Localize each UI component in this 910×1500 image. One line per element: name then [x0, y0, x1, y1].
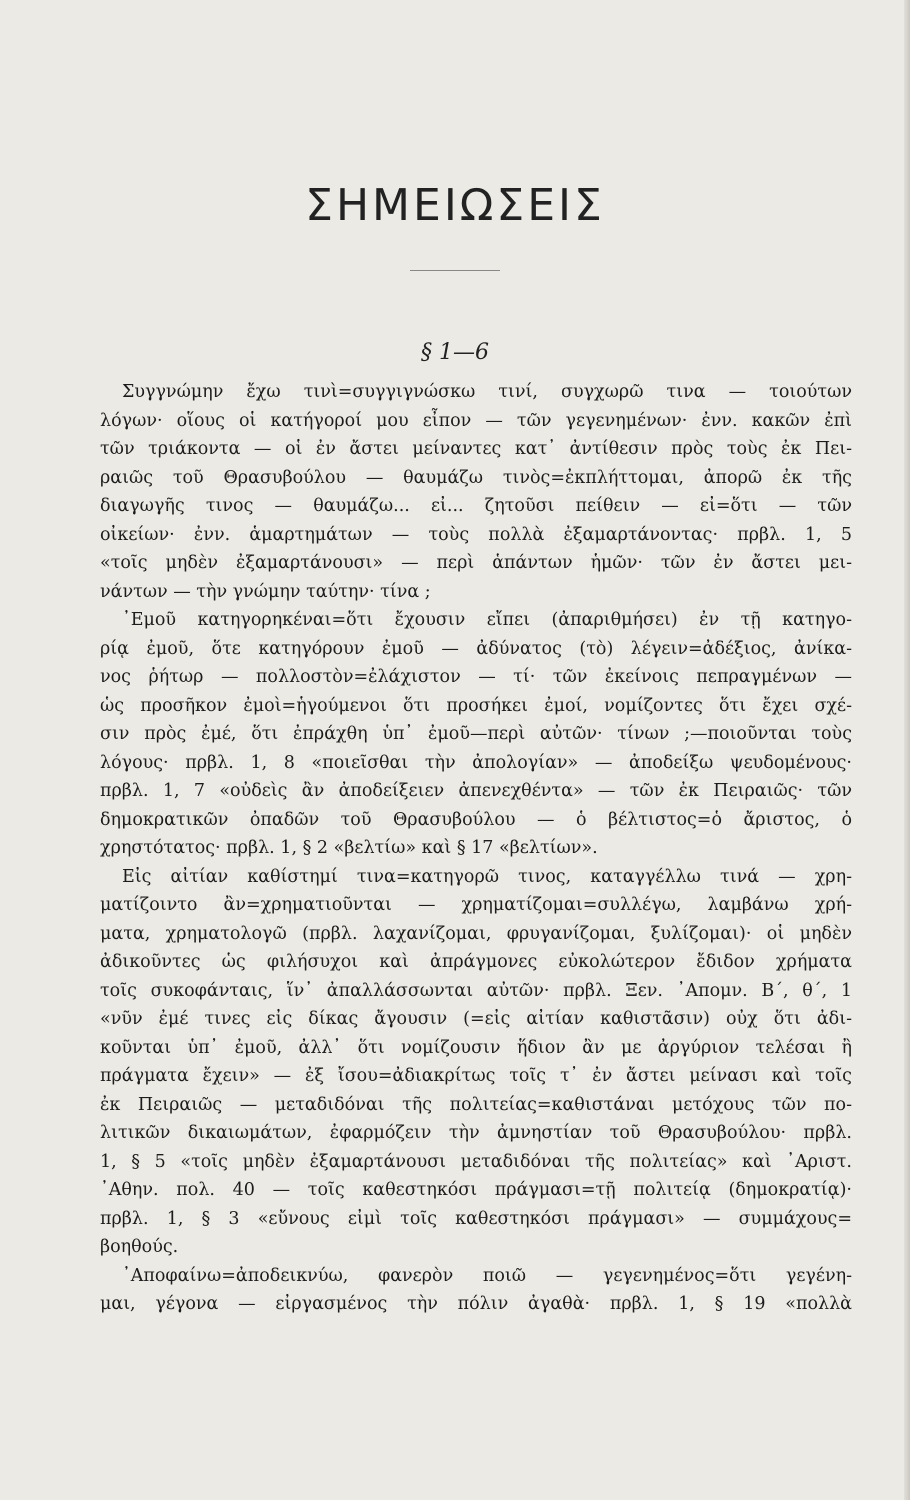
text-line: τῶν τριάκοντα — οἱ ἐν ἄστει μείναντες κατ᾽ ἀντίθεσιν πρὸς τοὺς ἐκ Πει- — [100, 439, 852, 459]
text-line: ἐκ Πειραιῶς — μεταδιδόναι τῆς πολιτείας=καθιστάναι μετόχους τῶν πο- — [100, 1094, 852, 1115]
text-line: ᾿Αποφαίνω=ἀποδεικνύω, φανερὸν ποιῶ — γεγενημένος=ὅτι γεγένη- — [122, 1265, 852, 1286]
text-line: λόγων· οἵους οἱ κατήγοροί μου εἶπον — τῶν γεγενημένων· ἐνν. κακῶν ἐπὶ — [100, 410, 852, 431]
page-title: ΣΗΜΕΙΩΣΕΙΣ — [305, 180, 605, 231]
text-line: ματα, χρηματολογῶ (πρβλ. λαχανίζομαι, φρυγανίζομαι, ξυλίζομαι)· οἱ μηδὲν — [100, 923, 852, 944]
text-line: νάντων — τὴν γνώμην ταύτην· τίνα ; — [100, 581, 431, 602]
text-line: μαι, γέγονα — εἰργασμένος τὴν πόλιν ἀγαθὰ· πρβλ. 1, § 19 «πολλὰ — [100, 1294, 852, 1314]
text-line: πρβλ. 1, § 3 «εὔνους εἰμὶ τοῖς καθεστηκόσι πράγμασι» — συμμάχους= — [100, 1208, 852, 1229]
text-line: ὡς προσῆκον ἐμοὶ=ἡγούμενοι ὅτι προσήκει ἐμοί, νομίζοντες ὅτι ἔχει σχέ- — [100, 695, 852, 716]
text-line: «τοῖς μηδὲν ἐξαμαρτάνουσι» — περὶ ἁπάντων ἡμῶν· τῶν ἐν ἄστει μει- — [100, 553, 852, 573]
text-line: νος ῥήτωρ — πολλοστὸν=ἐλάχιστον — τί· τῶν ἐκείνοις πεπραγμένων — — [100, 667, 852, 687]
notes-body — [100, 378, 852, 1319]
title-divider — [410, 270, 500, 271]
text-line: οἰκείων· ἐνν. ἁμαρτημάτων — τοὺς πολλὰ ἐξαμαρτάνοντας· πρβλ. 1, 5 — [100, 524, 852, 545]
page-edge — [904, 0, 910, 1500]
text-line: ᾿Αθην. πολ. 40 — τοῖς καθεστηκόσι πράγμασι=τῇ πολιτείᾳ (δημοκρατίᾳ)· — [100, 1180, 852, 1200]
text-line: λιτικῶν δικαιωμάτων, ἐφαρμόζειν τὴν ἀμνηστίαν τοῦ Θρασυβούλου· πρβλ. — [100, 1123, 852, 1143]
text-line: ραιῶς τοῦ Θρασυβούλου — θαυμάζω τινὸς=ἐκπλήττομαι, ἀπορῶ ἐκ τῆς — [100, 467, 852, 488]
text-line: χρηστότατος· πρβλ. 1, § 2 «βελτίω» καὶ § 17 «βελτίων». — [100, 838, 598, 858]
section-heading: § 1—6 — [421, 340, 489, 365]
text-line: 1, § 5 «τοῖς μηδὲν ἐξαμαρτάνουσι μεταδιδόναι τῆς πολιτείας» καὶ ᾿Αριστ. — [100, 1151, 852, 1172]
text-line: Εἰς αἰτίαν καθίστημί τινα=κατηγορῶ τινος, καταγγέλλω τινά — χρη- — [122, 866, 852, 887]
text-line: κοῦνται ὑπ᾽ ἐμοῦ, ἀλλ᾽ ὅτι νομίζουσιν ἥδιον ἂν με ἀργύριον τελέσαι ἢ — [100, 1037, 852, 1058]
text-line: «νῦν ἐμέ τινες εἰς δίκας ἄγουσιν (=εἰς αἰτίαν καθιστᾶσιν) οὐχ ὅτι ἀδι- — [100, 1009, 852, 1029]
text-line: Συγγνώμην ἔχω τινὶ=συγγιγνώσκω τινί, συγχωρῶ τινα — τοιούτων — [122, 382, 852, 402]
text-line: ἀδικοῦντες ὡς φιλήσυχοι καὶ ἀπράγμονες εὐκολώτερον ἔδιδον χρήματα — [100, 952, 852, 972]
text-line: πράγματα ἔχειν» — ἐξ ἴσου=ἀδιακρίτως τοῖς τ᾽ ἐν ἄστει μείνασι καὶ τοῖς — [100, 1066, 852, 1086]
text-line: δημοκρατικῶν ὀπαδῶν τοῦ Θρασυβούλου — ὁ βέλτιστος=ὁ ἄριστος, ὁ — [100, 809, 852, 830]
text-line: διαγωγῆς τινος — θαυμάζω... εἰ... ζητοῦσι πείθειν — εἰ=ὅτι — τῶν — [100, 496, 852, 516]
text-line: ᾿Εμοῦ κατηγορηκέναι=ὅτι ἔχουσιν εἴπει (ἀπαριθμήσει) ἐν τῇ κατηγο- — [122, 610, 852, 630]
text-line: πρβλ. 1, 7 «οὐδεὶς ἂν ἀποδείξειεν ἀπενεχθέντα» — τῶν ἐκ Πειραιῶς· τῶν — [100, 781, 852, 801]
text-line: τοῖς συκοφάνταις, ἵν᾽ ἀπαλλάσσωνται αὐτῶν· πρβλ. Ξεν. ᾿Απομν. Β΄, θ΄, 1 — [100, 980, 852, 1001]
text-line: ρίᾳ ἐμοῦ, ὅτε κατηγόρουν ἐμοῦ — ἀδύνατος (τὸ) λέγειν=ἀδέξιος, ἀνίκα- — [100, 638, 852, 659]
text-line: σιν πρὸς ἐμέ, ὅτι ἐπράχθη ὑπ᾽ ἐμοῦ—περὶ αὐτῶν· τίνων ;—ποιοῦνται τοὺς — [100, 724, 852, 744]
text-line: βοηθούς. — [100, 1237, 179, 1257]
text-line: λόγους· πρβλ. 1, 8 «ποιεῖσθαι τὴν ἀπολογίαν» — ἀποδείξω ψευδομένους· — [100, 752, 852, 773]
text-line: ματίζοιντο ἂν=χρηματιοῦνται — χρηματίζομαι=συλλέγω, λαμβάνω χρή- — [100, 895, 852, 915]
